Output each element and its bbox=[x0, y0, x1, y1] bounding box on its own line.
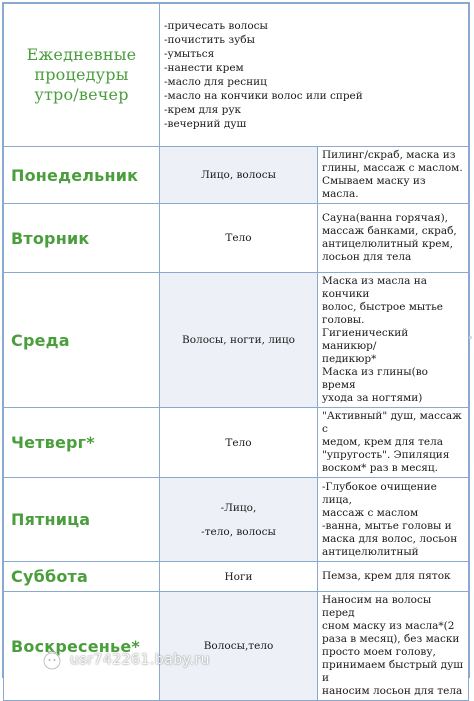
procedure-line: массаж с маслом bbox=[322, 506, 419, 519]
procedure-line: наносим лосьон для тела bbox=[322, 685, 463, 697]
day-name: Понедельник bbox=[4, 147, 160, 204]
procedure-line: "упругость". Эпиляция bbox=[322, 449, 450, 461]
procedure-line: сном маску из масла*(2 bbox=[322, 620, 455, 632]
table-row bbox=[4, 408, 469, 478]
procedure-line: Маска из глины(во время bbox=[322, 366, 428, 391]
procedure-line: -Глубокое очищение лица, bbox=[322, 480, 437, 506]
procedure-line: педикюр* bbox=[322, 353, 377, 365]
day-name: Вторник bbox=[4, 204, 160, 273]
procedure-line: антицелюлитный крем, bbox=[322, 238, 454, 250]
procedure-line: Маска из масла на кончики bbox=[322, 275, 427, 300]
daily-item: -масло для ресниц bbox=[164, 76, 267, 88]
procedure-line: глины, массаж с маслом. bbox=[322, 162, 463, 174]
daily-row bbox=[4, 4, 469, 147]
area-line: Ноги bbox=[224, 570, 253, 583]
daily-item: -нанести крем bbox=[164, 62, 244, 74]
procedure-line: -ванна, мытье головы и bbox=[322, 519, 452, 532]
procedure-table-container bbox=[2, 2, 470, 697]
day-name: Пятница bbox=[4, 478, 160, 562]
procedure-line: волос, быстрое мытье bbox=[322, 301, 444, 313]
watermark-text: usr742261.baby.ru bbox=[70, 652, 211, 668]
table-row bbox=[4, 592, 469, 701]
procedure-line: Пемза, крем для пяток bbox=[322, 570, 451, 582]
procedure-line: массаж банками, скраб, bbox=[322, 225, 457, 237]
procedures-cell bbox=[318, 478, 469, 562]
procedures-cell bbox=[318, 147, 469, 204]
area-cell bbox=[160, 147, 318, 204]
area-cell bbox=[160, 592, 318, 701]
procedure-line: Пилинг/скраб, маска из bbox=[322, 149, 456, 161]
daily-item: -крем для рук bbox=[164, 104, 242, 116]
procedure-line: Наносим на волосы перед bbox=[322, 594, 432, 619]
daily-title-line: утро/вечер bbox=[34, 85, 129, 104]
area-cell bbox=[160, 408, 318, 478]
procedure-line: принимаем быстрый душ и bbox=[322, 659, 464, 684]
table-row bbox=[4, 478, 469, 562]
daily-item: -вечерний душ bbox=[164, 118, 247, 130]
table-row bbox=[4, 562, 469, 592]
daily-item: -масло на кончики волос или спрей bbox=[164, 90, 363, 102]
area-cell bbox=[160, 562, 318, 592]
procedure-line: просто моем голову, bbox=[322, 646, 436, 658]
area-line: Волосы,тело bbox=[203, 640, 274, 652]
scroll-indicator bbox=[469, 336, 472, 339]
area-line: Лицо, волосы bbox=[201, 169, 276, 181]
area-line: Тело bbox=[225, 436, 252, 449]
table-row bbox=[4, 204, 469, 273]
daily-item: -причесать волосы bbox=[164, 20, 268, 32]
day-name: Воскресенье* bbox=[4, 592, 160, 701]
procedure-line: Гигиенический маникюр/ bbox=[322, 327, 409, 352]
procedure-line: раза в месяц), без маски bbox=[322, 633, 460, 645]
watermark-logo-icon bbox=[40, 648, 64, 672]
area-line: -тело, волосы bbox=[201, 525, 276, 538]
procedure-line: воском* раз в месяц. bbox=[322, 462, 439, 474]
procedure-line: маска для волос, лосьон bbox=[322, 532, 458, 545]
area-line: Волосы, ногти, лицо bbox=[182, 334, 295, 346]
day-name: Четверг* bbox=[4, 408, 160, 478]
procedure-line: медом, крем для тела bbox=[322, 436, 444, 448]
area-cell bbox=[160, 478, 318, 562]
table-row bbox=[4, 147, 469, 204]
procedure-line: "Активный" душ, массаж с bbox=[322, 410, 462, 435]
procedures-cell bbox=[318, 408, 469, 478]
procedure-line: антицелюлитный bbox=[322, 545, 419, 558]
daily-items-cell bbox=[160, 4, 469, 147]
area-line bbox=[160, 514, 317, 526]
daily-item: -умыться bbox=[164, 48, 215, 60]
procedures-cell bbox=[318, 273, 469, 408]
procedure-line: головы. bbox=[322, 314, 365, 326]
procedure-line: Смываем маску из масла. bbox=[322, 175, 426, 200]
procedures-cell bbox=[318, 204, 469, 273]
procedures-cell bbox=[318, 592, 469, 701]
procedure-line: ухода за ногтями) bbox=[322, 392, 423, 404]
area-cell bbox=[160, 204, 318, 273]
procedures-cell bbox=[318, 562, 469, 592]
procedure-table bbox=[3, 3, 469, 701]
daily-item: -почистить зубы bbox=[164, 34, 255, 46]
day-name: Среда bbox=[4, 273, 160, 408]
daily-title-line: процедуры bbox=[34, 65, 129, 84]
daily-title-cell bbox=[4, 4, 160, 147]
procedure-line: Сауна(ванна горячая), bbox=[322, 212, 449, 224]
area-cell bbox=[160, 273, 318, 408]
area-line: -Лицо, bbox=[220, 501, 257, 514]
day-name: Суббота bbox=[4, 562, 160, 592]
daily-title-line: Ежедневные bbox=[26, 45, 137, 64]
procedure-line: лосьон для тела bbox=[322, 251, 412, 263]
area-line: Тело bbox=[225, 232, 252, 244]
table-row bbox=[4, 273, 469, 408]
